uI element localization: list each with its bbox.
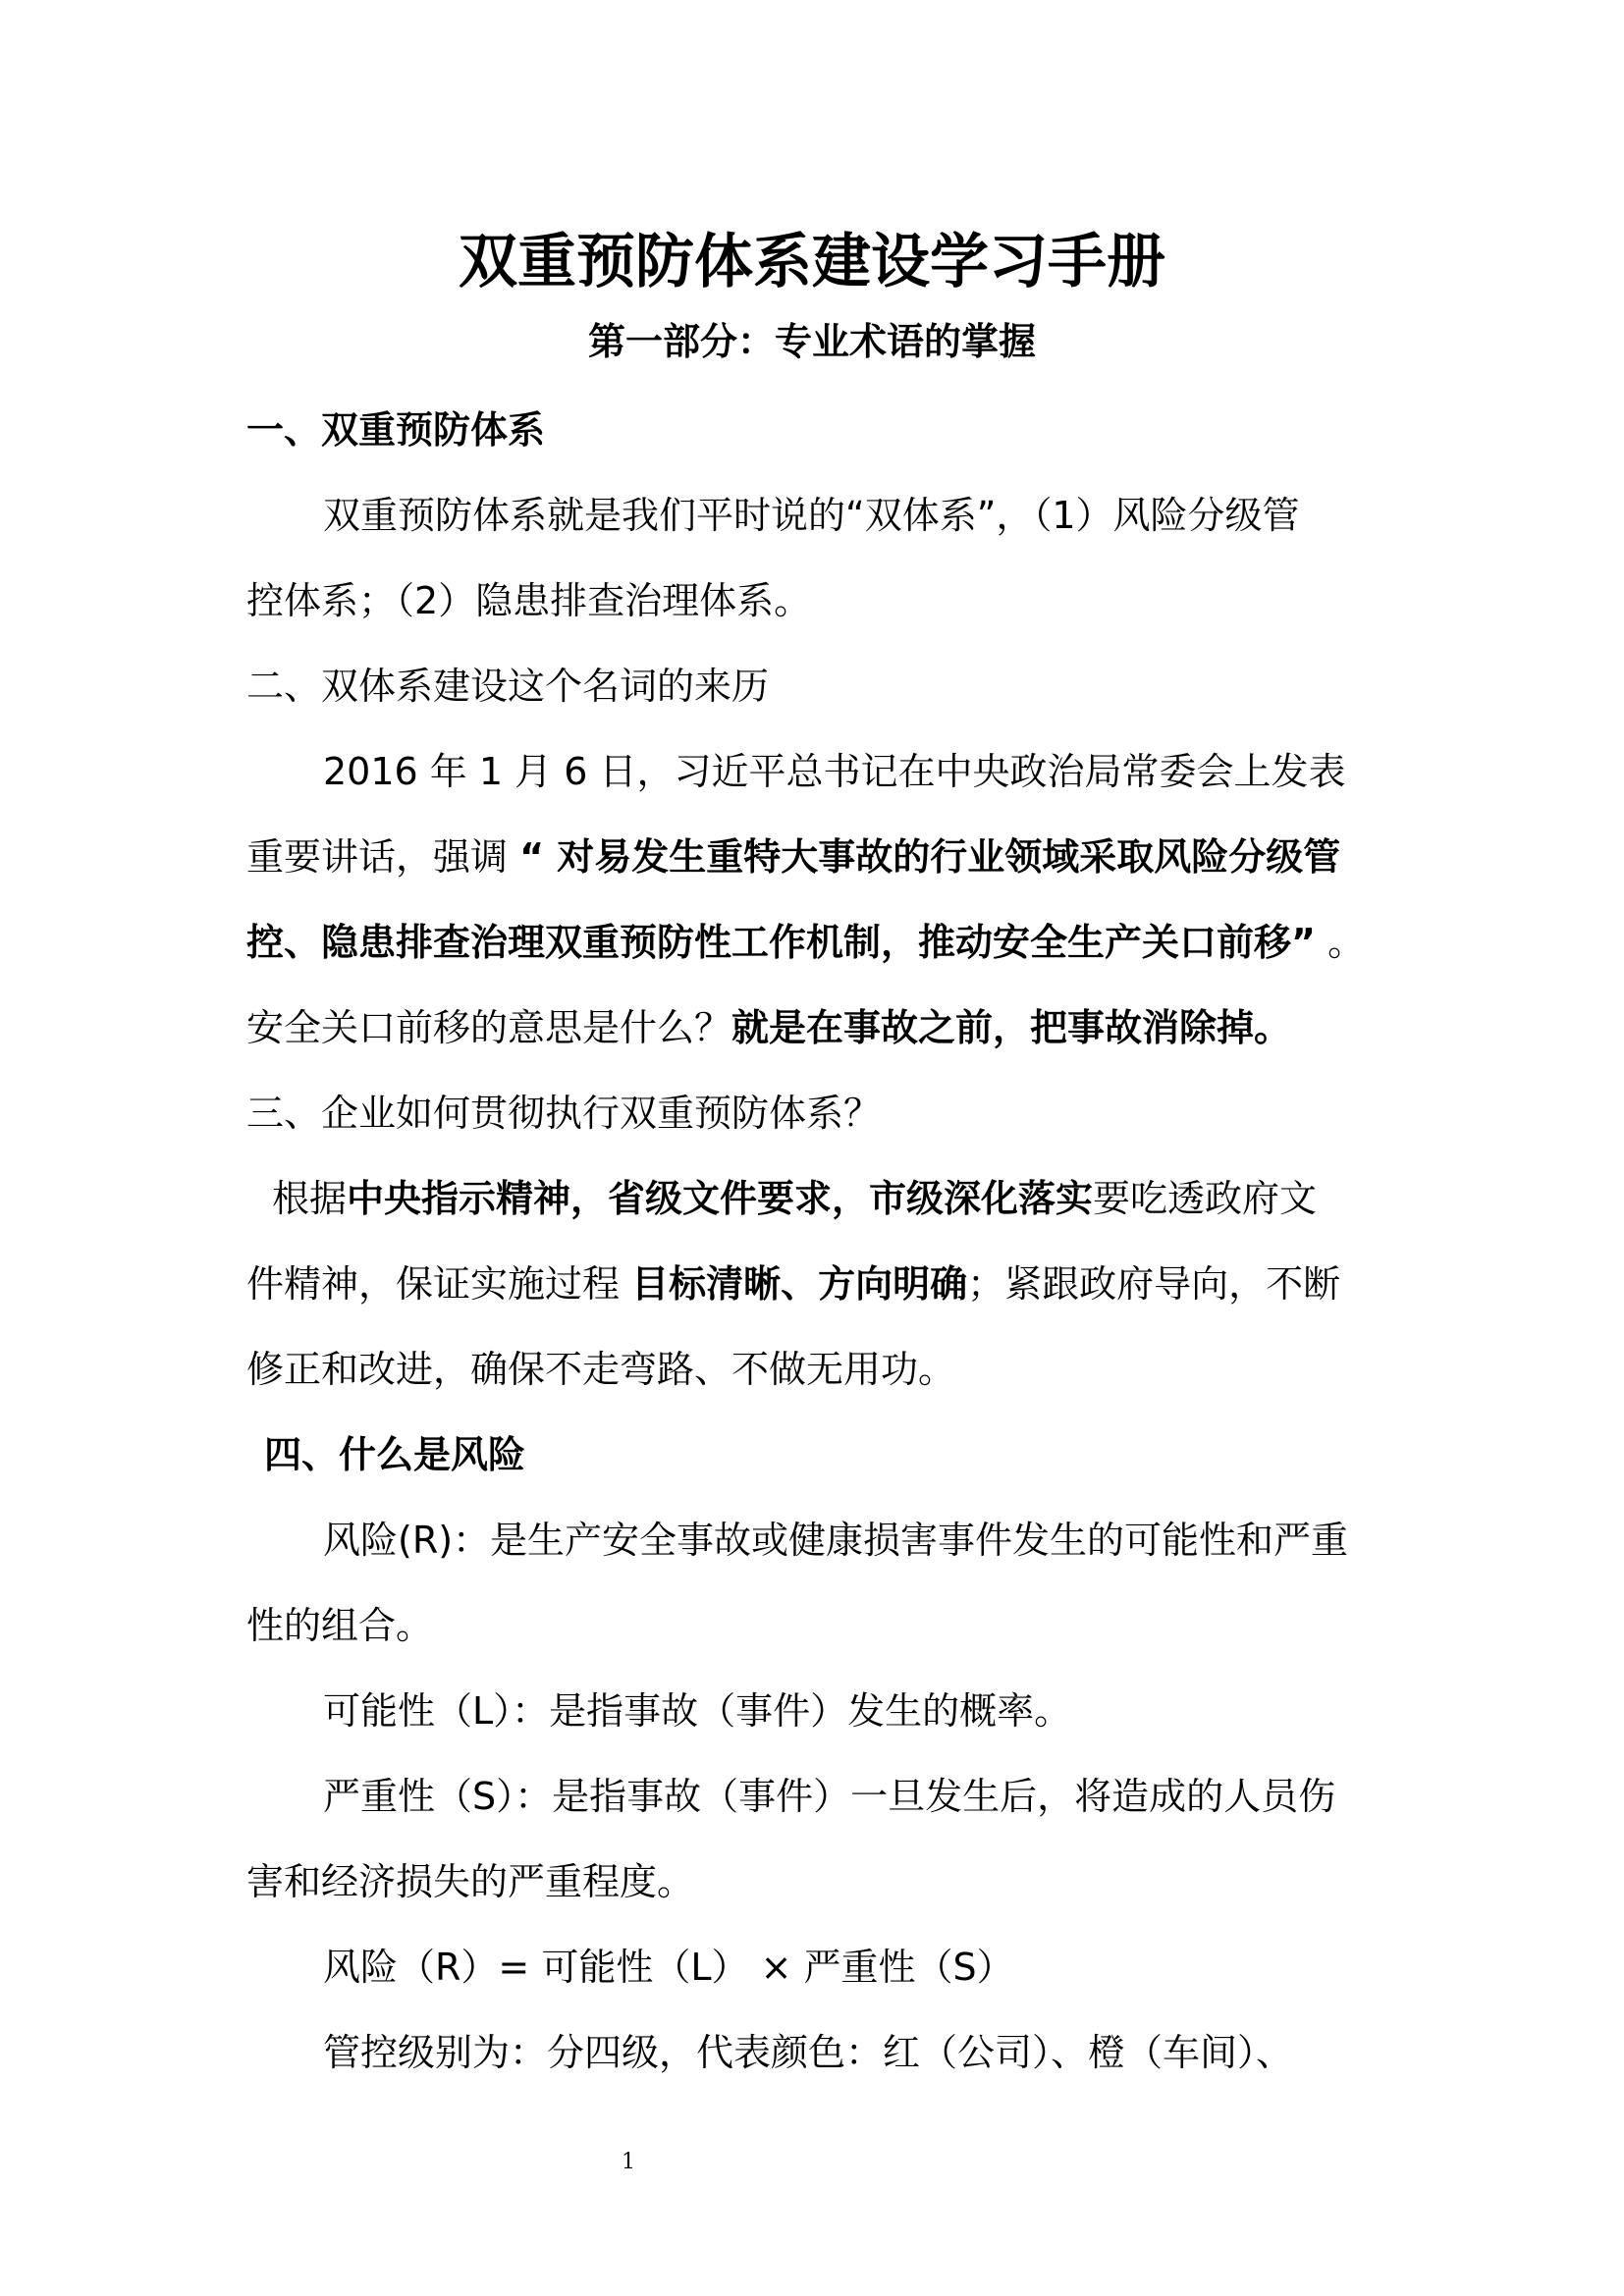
document-subtitle: 第一部分：专业术语的掌握	[587, 320, 1036, 363]
section-4-severity-definition-line-1: 严重性（S）：是指事故（事件）一旦发生后，将造成的人员伤	[323, 1775, 1336, 1818]
section-2-heading: 二、双体系建设这个名词的来历	[246, 665, 770, 708]
section-2-text-normal: 重要讲话，强调	[246, 835, 520, 879]
section-1-heading: 一、双重预防体系	[246, 408, 546, 452]
section-3-paragraph-line-1	[246, 1169, 1411, 1228]
section-2-paragraph-line-3	[246, 913, 1385, 972]
section-3-text-d: ；紧跟政府导向，不断	[967, 1262, 1341, 1306]
page-number: 1	[622, 2150, 635, 2174]
section-4-risk-definition-line-1: 风险(R)：是生产安全事故或健康损害事件发生的可能性和严重	[323, 1519, 1349, 1562]
section-4-risk-definition-line-2: 性的组合。	[246, 1604, 434, 1647]
section-2-quote-end: 控、隐患排查治理双重预防性工作机制，推动安全生产关口前移”	[246, 921, 1316, 964]
section-3-text-c: 件精神，保证实施过程	[246, 1262, 632, 1306]
document-title: 双重预防体系建设学习手册	[459, 228, 1165, 296]
section-4-likelihood-definition: 可能性（L）：是指事故（事件）发生的概率。	[323, 1689, 1072, 1733]
section-4-control-levels: 管控级别为：分四级，代表颜色：红（公司）、橙（车间）、	[323, 2031, 1294, 2074]
section-2-answer: 就是在事故之前，把事故消除掉。	[731, 1006, 1292, 1049]
section-2-period: 。	[1315, 921, 1366, 964]
section-2-paragraph-line-4	[246, 998, 1385, 1057]
section-3-text-b: 要吃透政府文	[1093, 1177, 1318, 1220]
section-2-question: 安全关口前移的意思是什么？	[246, 1006, 732, 1049]
section-4-risk-formula: 风险（R）= 可能性（L） × 严重性（S）	[323, 1946, 1014, 1989]
section-3-heading: 三、企业如何贯彻执行双重预防体系？	[246, 1092, 882, 1135]
section-2-paragraph-line-1: 2016 年 1 月 6 日，习近平总书记在中央政治局常委会上发表	[323, 750, 1346, 793]
section-3-emphasis-1: 中央指示精神，省级文件要求，市级深化落实	[347, 1177, 1094, 1220]
section-2-paragraph-line-2	[246, 828, 1385, 886]
section-1-paragraph-line-2: 控体系；（2）隐患排查治理体系。	[246, 579, 812, 622]
section-3-paragraph-line-3: 修正和改进，确保不走弯路、不做无用功。	[246, 1348, 956, 1391]
section-3-paragraph-line-2	[246, 1255, 1385, 1313]
section-2-quote-start: “ 对易发生重特大事故的行业领域采取风险分级管	[519, 835, 1341, 879]
section-3-emphasis-2: 目标清晰、方向明确	[631, 1262, 968, 1306]
section-1-paragraph-line-1: 双重预防体系就是我们平时说的“双体系”，（1）风险分级管	[323, 494, 1300, 537]
section-4-heading: 四、什么是风险	[264, 1433, 526, 1476]
section-4-severity-definition-line-2: 害和经济损失的严重程度。	[246, 1860, 695, 1903]
section-3-text-a: 根据	[272, 1177, 348, 1220]
